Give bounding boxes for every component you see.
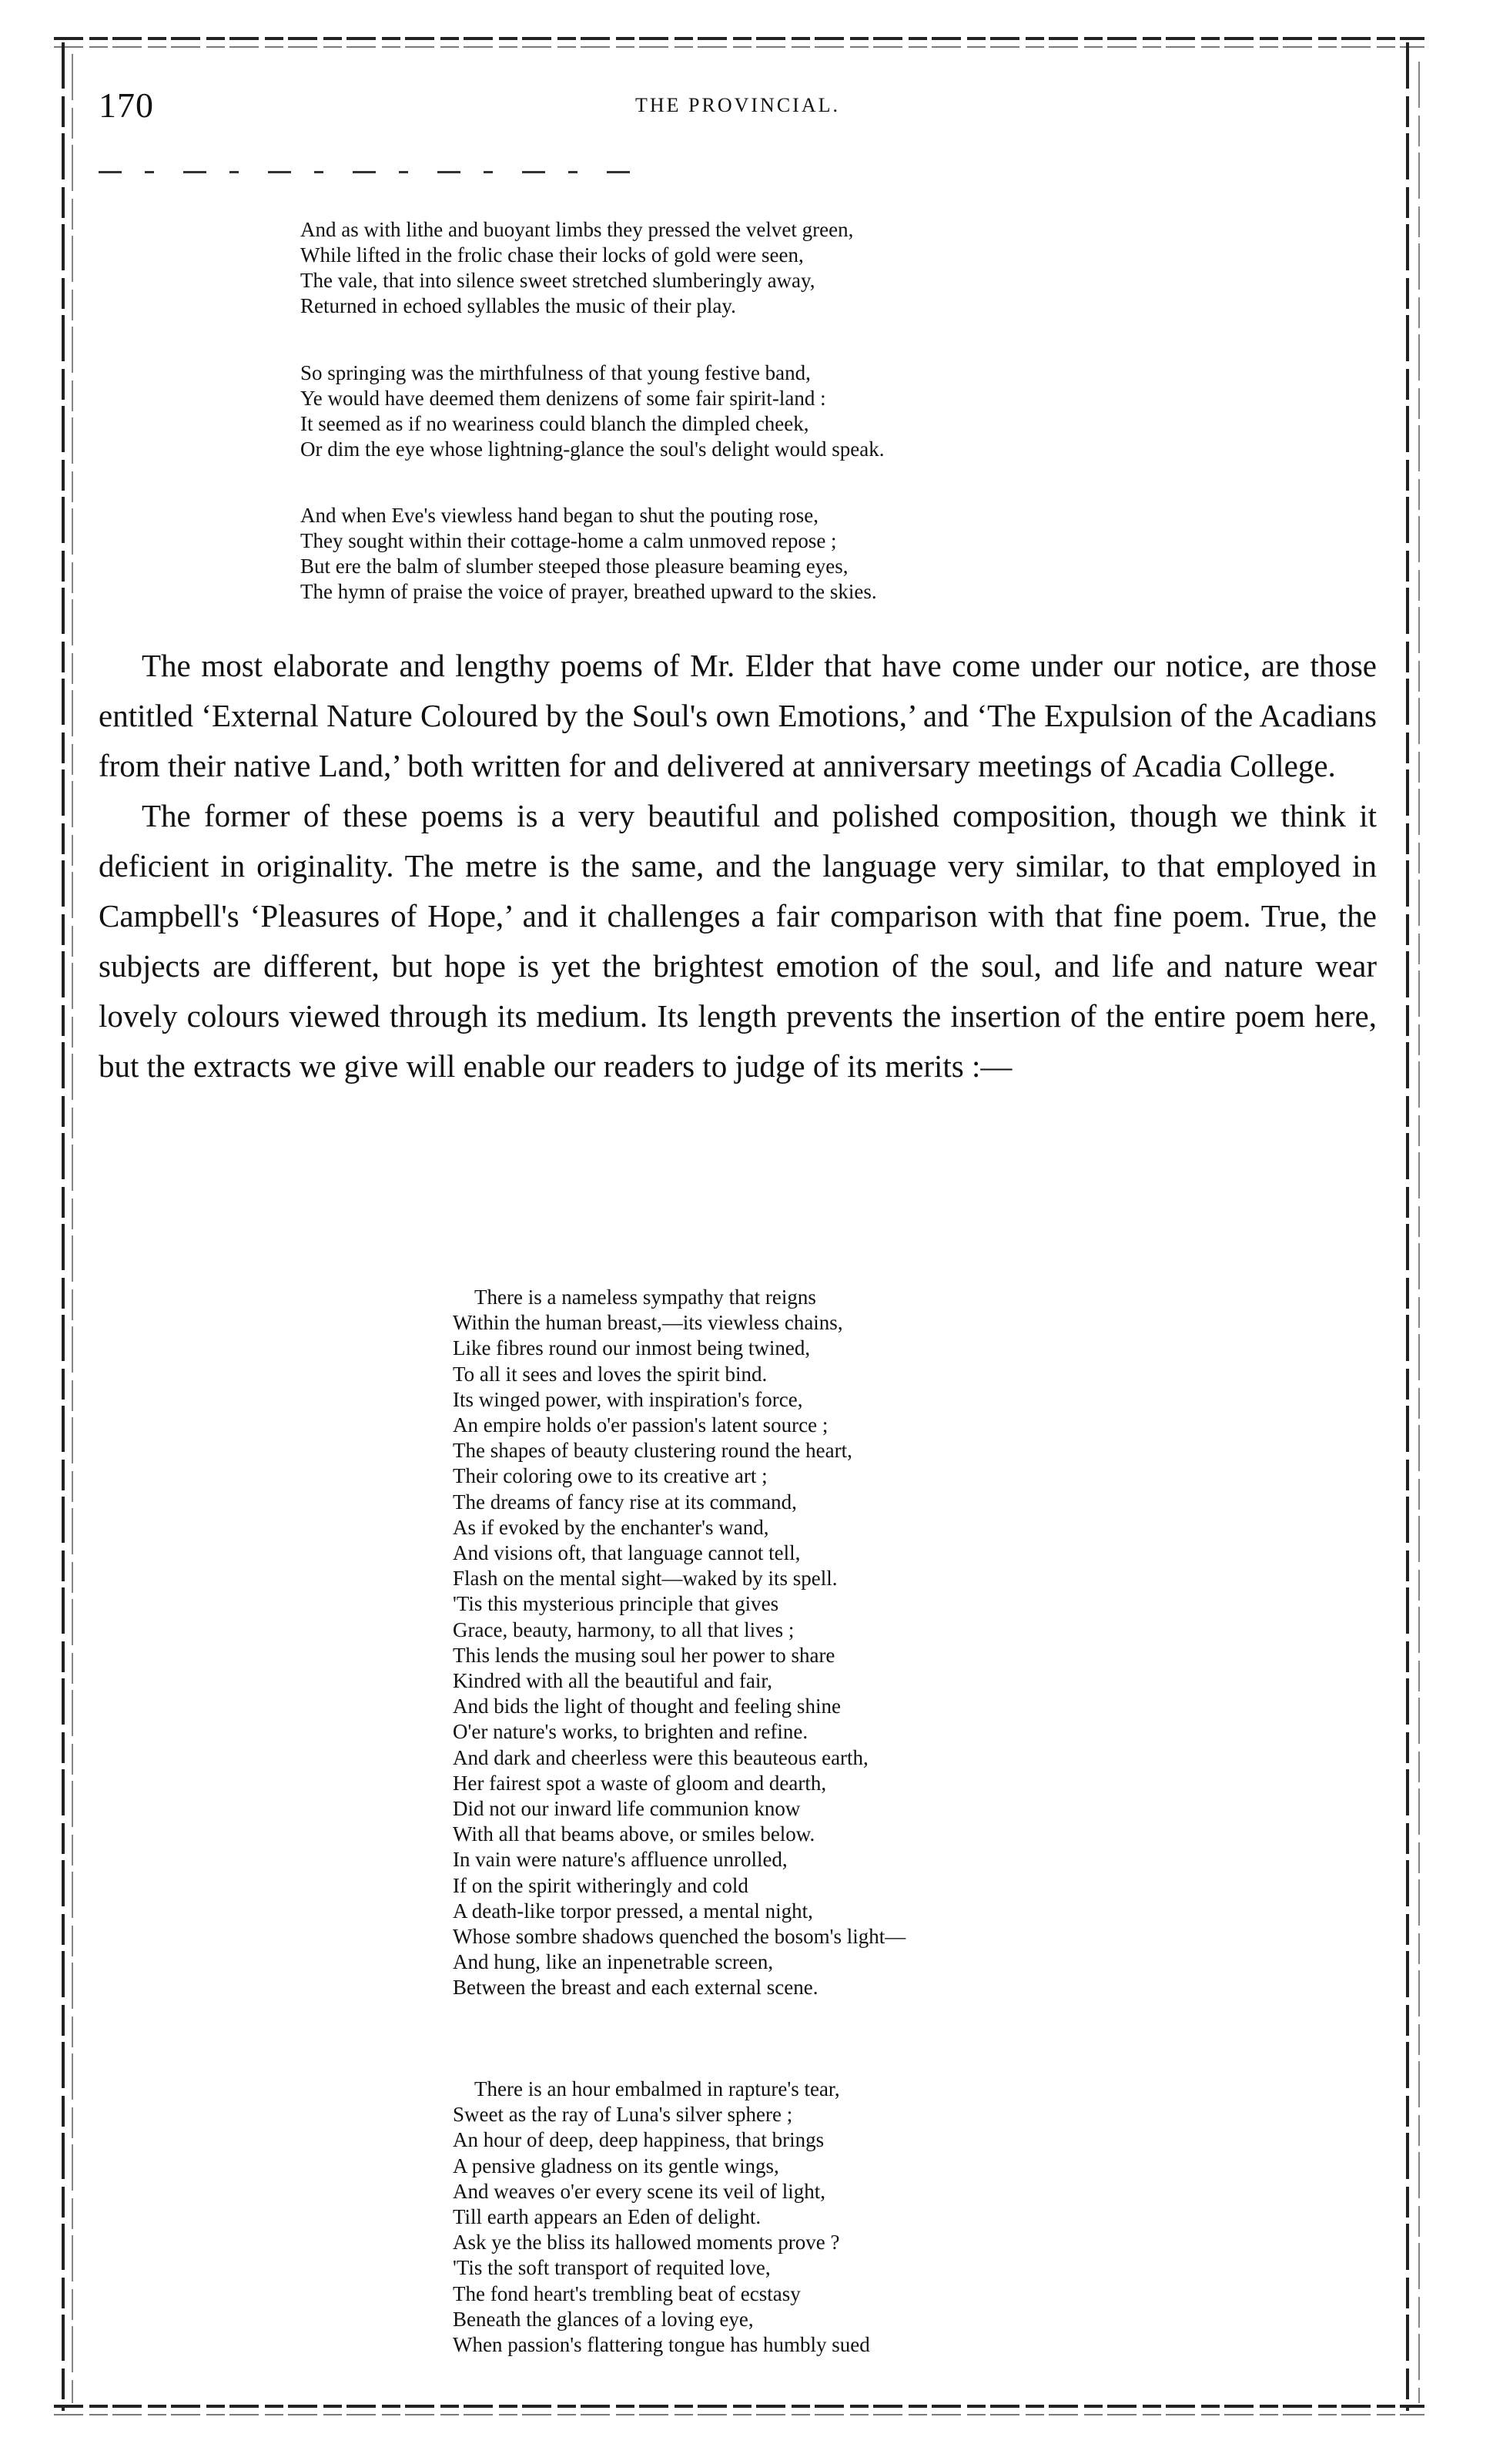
verse-line: The shapes of beauty clustering round the heart, bbox=[453, 1439, 852, 1463]
stanza-2 bbox=[300, 360, 1270, 462]
verse-line: There is a nameless sympathy that reigns bbox=[474, 1286, 816, 1309]
verse-line: Kindred with all the beautiful and fair, bbox=[453, 1669, 773, 1693]
frame-rule-bottom bbox=[54, 2405, 1424, 2408]
verse-line: Whose sombre shadows quenched the bosom's light— bbox=[453, 1925, 906, 1949]
verse-line: Ye would have deemed them denizens of some fair spirit-land : bbox=[300, 387, 826, 410]
frame-rule-right bbox=[1406, 42, 1409, 2411]
stanza-1 bbox=[300, 217, 1270, 319]
verse-line: There is an hour embalmed in rapture's tear, bbox=[474, 2077, 840, 2100]
prose-body bbox=[99, 641, 1377, 1091]
page-number: 170 bbox=[99, 85, 154, 125]
frame-rule-right-inner bbox=[1418, 62, 1420, 2403]
verse-line: Or dim the eye whose lightning-glance the soul's delight would speak. bbox=[300, 437, 885, 461]
frame-rule-bottom-inner bbox=[54, 2414, 1424, 2415]
verse-line: Grace, beauty, harmony, to all that lives ; bbox=[453, 1618, 795, 1641]
verse-line: As if evoked by the enchanter's wand, bbox=[453, 1515, 769, 1539]
verse-line: O'er nature's works, to brighten and refine. bbox=[453, 1720, 808, 1744]
verse-line: Beneath the glances of a loving eye, bbox=[453, 2307, 754, 2331]
paragraph-2: The former of these poems is a very beautiful and polished composition, though we think it deficient in originality. The metre is the same, and the language very similar, to that employed in Campbell's ‘Pleasures of Hope,’ and it challenges a fair comparison with that fine poem. True, the subjects are different, but hope is yet the brightest emotion of the soul, and life and nature wear lovely colours viewed through its medium. Its length prevents the insertion of the entire poem here, but the extracts we give will enable our readers to judge of its merits :— bbox=[99, 798, 1377, 1084]
verse-line: Flash on the mental sight—waked by its spell. bbox=[453, 1567, 838, 1591]
verse-line: The hymn of praise the voice of prayer, breathed upward to the skies. bbox=[300, 580, 877, 603]
verse-line: Between the breast and each external scene. bbox=[453, 1976, 818, 2000]
verse-line: Like fibres round our inmost being twined, bbox=[453, 1336, 811, 1360]
verse-line: And visions oft, that language cannot tell, bbox=[453, 1541, 801, 1565]
verse-line: And hung, like an inpenetrable screen, bbox=[453, 1950, 774, 1974]
poem-stanza-1 bbox=[453, 1285, 1261, 2001]
verse-line: And when Eve's viewless hand began to shut the pouting rose, bbox=[300, 504, 818, 527]
verse-line: A death-like torpor pressed, a mental night, bbox=[453, 1899, 813, 1923]
frame-rule-top-inner bbox=[54, 46, 1424, 48]
page-header bbox=[99, 85, 1377, 139]
verse-line: Their coloring owe to its creative art ; bbox=[453, 1464, 768, 1488]
frame-rule-left bbox=[62, 42, 65, 2411]
verse-line: Sweet as the ray of Luna's silver sphere ; bbox=[453, 2103, 793, 2127]
verse-line: They sought within their cottage-home a calm unmoved repose ; bbox=[300, 529, 837, 552]
verse-line: And bids the light of thought and feeling shine bbox=[453, 1695, 841, 1718]
verse-line: A pensive gladness on its gentle wings, bbox=[453, 2154, 779, 2177]
verse-line: An hour of deep, deep happiness, that brings bbox=[453, 2128, 825, 2152]
verse-line: If on the spirit witheringly and cold bbox=[453, 1873, 748, 1897]
verse-line: It seemed as if no weariness could blanch the dimpled cheek, bbox=[300, 412, 809, 435]
verse-line: Ask ye the bliss its hallowed moments prove ? bbox=[453, 2231, 840, 2254]
verse-line: And weaves o'er every scene its veil of light, bbox=[453, 2179, 825, 2203]
verse-line: While lifted in the frolic chase their locks of gold were seen, bbox=[300, 243, 804, 267]
verse-line: This lends the musing soul her power to share bbox=[453, 1643, 835, 1667]
paragraph-1: The most elaborate and lengthy poems of Mr. Elder that have come under our notice, are those entitled ‘External Nature Coloured by the Soul's own Emotions,’ and ‘The Expulsion of the Acadians from their native Land,’ both written for and delivered at anniversary meetings of Acadia College. bbox=[99, 648, 1377, 783]
verse-line: When passion's flattering tongue has humbly sued bbox=[453, 2333, 870, 2357]
verse-line: But ere the balm of slumber steeped those pleasure beaming eyes, bbox=[300, 555, 849, 578]
verse-line: Its winged power, with inspiration's force, bbox=[453, 1387, 803, 1411]
frame-rule-top bbox=[54, 37, 1424, 40]
verse-line: The fond heart's trembling beat of ecstasy bbox=[453, 2281, 801, 2305]
verse-line: Within the human breast,—its viewless chains, bbox=[453, 1311, 843, 1335]
running-head: THE PROVINCIAL. bbox=[635, 94, 840, 116]
verse-line: With all that beams above, or smiles below. bbox=[453, 1822, 815, 1846]
verse-line: To all it sees and loves the spirit bind. bbox=[453, 1362, 768, 1386]
stanza-3 bbox=[300, 503, 1270, 605]
header-rule bbox=[99, 171, 638, 173]
verse-line: And as with lithe and buoyant limbs they pressed the velvet green, bbox=[300, 218, 854, 241]
verse-line: 'Tis the soft transport of requited love, bbox=[453, 2256, 771, 2280]
verse-line: In vain were nature's affluence unrolled, bbox=[453, 1848, 788, 1872]
verse-line: Her fairest spot a waste of gloom and dearth, bbox=[453, 1771, 827, 1795]
verse-line: An empire holds o'er passion's latent source ; bbox=[453, 1413, 829, 1437]
verse-line: 'Tis this mysterious principle that gives bbox=[453, 1592, 779, 1616]
poem-stanza-2 bbox=[453, 2077, 1261, 2358]
verse-line: So springing was the mirthfulness of that young festive band, bbox=[300, 361, 811, 384]
verse-line: Returned in echoed syllables the music of their play. bbox=[300, 294, 736, 317]
verse-line: The dreams of fancy rise at its command, bbox=[453, 1490, 797, 1514]
frame-rule-left-inner bbox=[72, 54, 73, 2403]
verse-line: The vale, that into silence sweet stretched slumberingly away, bbox=[300, 269, 815, 292]
verse-line: Did not our inward life communion know bbox=[453, 1797, 801, 1821]
verse-line: And dark and cheerless were this beauteous earth, bbox=[453, 1745, 869, 1769]
verse-line: Till earth appears an Eden of delight. bbox=[453, 2205, 762, 2229]
